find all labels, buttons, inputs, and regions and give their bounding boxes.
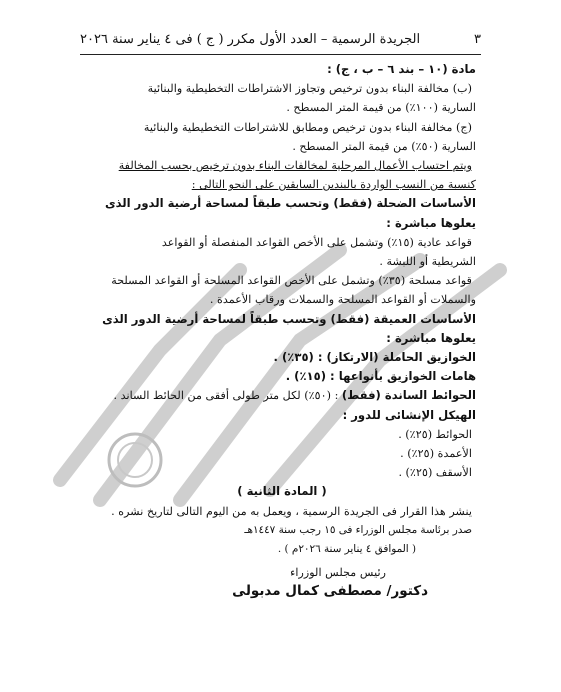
page-header — [80, 28, 481, 55]
para-b-line-2: السارية (١٠٠٪) من قيمة المتر المسطح . — [286, 101, 476, 115]
para-b-line-1: (ب) مخالفة البناء بدون ترخيص وتجاوز الاشتراطات التخطيطية والبنائية — [147, 82, 472, 96]
shallow-b-line-1: قواعد مسلحة (٣٥٪) وتشمل على الأخص القواعد المسلحة أو القواعد المسلحة — [111, 274, 472, 288]
issued-line: صدر برئاسة مجلس الوزراء فى ١٥ رجب سنة ١٤٤٧هـ — [244, 523, 472, 536]
structure-walls: الحوائط (٢٥٪) . — [398, 427, 472, 441]
pm-title: رئيس مجلس الوزراء — [290, 566, 386, 580]
running-title: الجريدة الرسمية – العدد الأول مكرر ( ج ) فى ٤ يناير سنة ٢٠٢٦ — [80, 31, 421, 47]
article-heading: مادة (١٠ – بند ٦ – ب ، ج) : — [327, 62, 476, 76]
article-two-heading: ( المادة الثانية ) — [237, 484, 327, 499]
calc-line-1: ويتم احتساب الأعمال المرحلية لمخالفات البناء بدون ترخيص بحسب المخالفة — [118, 159, 472, 173]
para-c-line-2: السارية (٥٠٪) من قيمة المتر المسطح . — [292, 139, 476, 153]
publish-clause: ينشر هذا القرار فى الجريدة الرسمية ، ويعمل به من اليوم التالى لتاريخ نشره . — [111, 504, 472, 518]
shallow-foundations-heading: الأساسات الضحلة (فقط) وتحسب طبقاً لمساحة أرضية الدور الذى يعلوها مباشرة : — [104, 196, 476, 230]
structure-heading: الهيكل الإنشائى للدور : — [342, 407, 476, 422]
shallow-b-line-2: والسملات أو القواعد المسلحة والسملات ورقاب الأعمدة . — [209, 293, 476, 307]
pm-signature-name: دكتور/ مصطفى كمال مدبولى — [232, 583, 428, 600]
page-number: ٣ — [474, 31, 481, 47]
para-c-line-1: (ج) مخالفة البناء بدون ترخيص ومطابق للاشتراطات التخطيطية والبنائية — [143, 120, 472, 134]
structure-ceilings: الأسقف (٢٥٪) . — [398, 466, 472, 480]
calc-line-2: كنسبة من النسب الواردة بالبندين السابقين على النحو التالى : — [191, 178, 476, 192]
document-body — [88, 60, 476, 602]
bearing-walls-label: الحوائط الساندة (فقط) — [341, 388, 476, 403]
corresponding-date: ( الموافق ٤ يناير سنة ٢٠٢٦م ) . — [277, 543, 416, 556]
piles-caps: هامات الخوازيق بأنواعها : (١٥٪) . — [285, 369, 476, 384]
deep-foundations-heading: الأساسات العميقة (فقط) وتحسب طبقاً لمساحة أرضية الدور الذى يعلوها مباشرة : — [102, 311, 476, 345]
bearing-walls-text: : (٥٠٪) لكل متر طولى أفقى من الحائط الساند . — [113, 389, 342, 403]
bearing-walls-line — [88, 386, 476, 405]
structure-columns: الأعمدة (٢٥٪) . — [400, 447, 472, 461]
shallow-a-line-1: قواعد عادية (١٥٪) وتشمل على الأخص القواعد المنفصلة أو القواعد — [161, 235, 472, 249]
piles-bearing: الخوازيق الحاملة (الارتكاز) : (٣٥٪) . — [273, 350, 476, 365]
shallow-a-line-2: الشريطية أو اللبشة . — [379, 255, 476, 269]
